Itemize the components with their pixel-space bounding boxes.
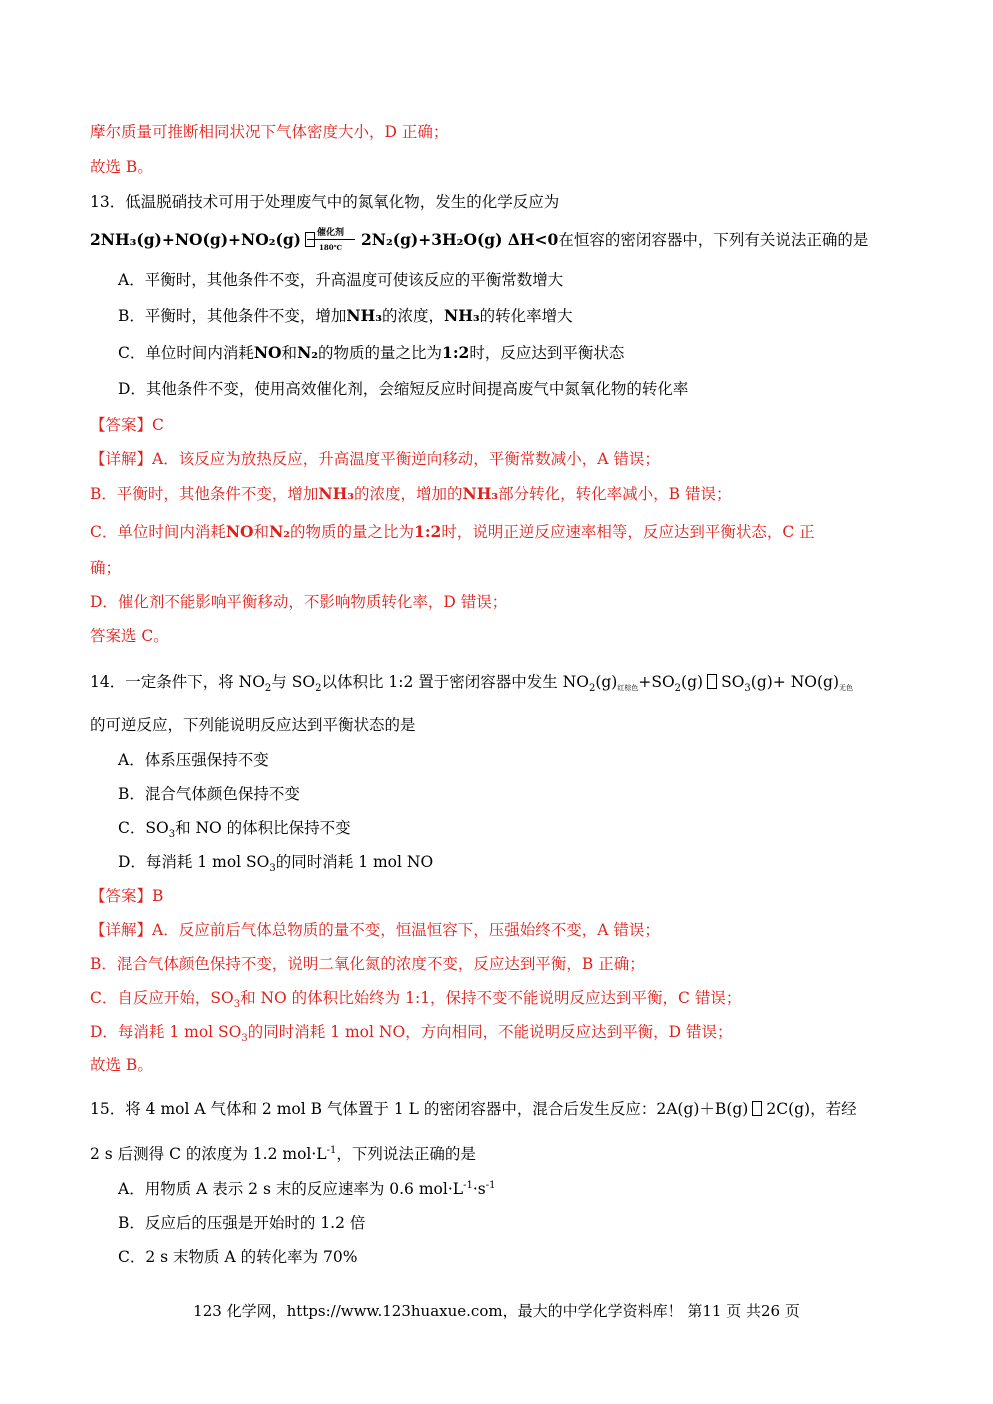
question-15-stem xyxy=(90,1097,857,1119)
subscript: 2 xyxy=(588,683,596,695)
stem-text: ，下列说法正确的是 xyxy=(336,1145,476,1163)
chem-formula: NO xyxy=(225,522,254,541)
stem-text: 2C(g)，若经 xyxy=(766,1100,857,1118)
chem-formula: N₂ xyxy=(297,343,319,362)
superscript: -1 xyxy=(485,1179,496,1191)
answer-line xyxy=(90,413,164,435)
option-b: B．反应后的压强是开始时的 1.2 倍 xyxy=(118,1214,366,1232)
explanation-text: C．单位时间内消耗 xyxy=(90,523,226,541)
stem-text: SO xyxy=(721,673,745,691)
question-15-stem-cont xyxy=(90,1142,476,1164)
explanation-c-cont: 确； xyxy=(90,559,122,577)
explanation-text: 和 xyxy=(253,523,270,541)
subscript: 3 xyxy=(168,829,176,841)
explanation-text: 时，说明正逆反应速率相等，反应达到平衡状态，C 正 xyxy=(441,523,815,541)
explanation-a xyxy=(90,918,660,940)
stem-text: 2 s 后测得 C 的浓度为 1.2 mol·L xyxy=(90,1145,327,1163)
explanation-b: B．混合气体颜色保持不变，说明二氧化氮的浓度不变，反应达到平衡，B 正确； xyxy=(90,955,645,973)
subscript: 3 xyxy=(233,999,241,1011)
option-c: C．2 s 末物质 A 的转化率为 70% xyxy=(118,1248,358,1266)
explanation-text: 的物质的量之比为 xyxy=(290,523,415,541)
explanation-text: C．自反应开始，SO xyxy=(90,989,234,1007)
option-text: D．每消耗 1 mol SO xyxy=(118,853,270,871)
option-text: A．用物质 A 表示 2 s 末的反应速率为 0.6 mol·L xyxy=(118,1180,464,1198)
equilibrium-arrow-icon xyxy=(707,674,717,689)
chem-formula: N₂ xyxy=(269,522,291,541)
explanation-tag: 【详解】 xyxy=(90,450,153,468)
explanation-text: D．每消耗 1 mol SO xyxy=(90,1023,242,1041)
superscript: -1 xyxy=(326,1144,337,1156)
stem-text: +SO xyxy=(638,673,675,691)
option-text: 的转化率增大 xyxy=(479,307,573,325)
subscript: 2 xyxy=(264,683,272,695)
chem-formula: NH₃ xyxy=(318,484,355,503)
explanation-a xyxy=(90,447,660,469)
equation-tail: 在恒容的密闭容器中，下列有关说法正确的是 xyxy=(558,231,869,249)
explanation-end: 故选 B。 xyxy=(90,1056,153,1074)
option-b: B．混合气体颜色保持不变 xyxy=(118,785,300,803)
text-line: 故选 B。 xyxy=(90,158,153,176)
stem-text: 与 SO xyxy=(271,673,316,691)
chem-formula: NH₃ xyxy=(462,484,499,503)
question-13-equation xyxy=(90,228,868,251)
answer-value: B xyxy=(152,887,164,905)
chem-formula: NO xyxy=(253,343,282,362)
option-text: 和 xyxy=(281,344,298,362)
option-d: D．其他条件不变，使用高效催化剂，会缩短反应时间提高废气中氮氧化物的转化率 xyxy=(118,380,689,398)
explanation-c xyxy=(90,520,815,542)
ratio: 1:2 xyxy=(442,343,470,362)
explanation-text: 的同时消耗 1 mol NO，方向相同，不能说明反应达到平衡，D 错误； xyxy=(247,1023,733,1041)
option-text: 和 NO 的体积比保持不变 xyxy=(175,819,351,837)
explanation-tag: 【详解】 xyxy=(90,921,153,939)
answer-value: C xyxy=(152,416,164,434)
color-note: 红棕色 xyxy=(617,684,639,692)
answer-tag: 【答案】 xyxy=(90,887,153,905)
explanation-text: A．反应前后气体总物质的量不变，恒温恒容下，压强始终不变，A 错误； xyxy=(152,921,660,939)
stem-text: (g) xyxy=(595,673,618,691)
question-14-stem xyxy=(90,670,853,694)
option-text: 的同时消耗 1 mol NO xyxy=(275,853,434,871)
option-a: A．平衡时，其他条件不变，升高温度可使该反应的平衡常数增大 xyxy=(118,271,564,289)
explanation-b xyxy=(90,482,731,504)
explanation-text: 的浓度，增加的 xyxy=(354,485,463,503)
explanation-c xyxy=(90,986,741,1010)
option-c xyxy=(118,341,624,363)
option-a: A．体系压强保持不变 xyxy=(118,751,269,769)
stem-text: 15．将 4 mol A 气体和 2 mol B 气体置于 1 L 的密闭容器中，混合后发生反应：2A(g)＋B(g) xyxy=(90,1100,749,1118)
equation-right: 2N₂(g)+3H₂O(g) ΔH<0 xyxy=(361,230,559,249)
text-line: 摩尔质量可推断相同状况下气体密度大小，D 正确； xyxy=(90,123,449,141)
stem-text: 以体积比 1:2 置于密闭容器中发生 NO xyxy=(321,673,589,691)
subscript: 2 xyxy=(315,683,322,695)
stem-text: (g) xyxy=(681,673,704,691)
stem-text: 14．一定条件下，将 NO xyxy=(90,673,265,691)
color-note: 无色 xyxy=(839,684,853,692)
explanation-d: D．催化剂不能影响平衡移动，不影响物质转化率，D 错误； xyxy=(90,593,508,611)
option-text: 的浓度， xyxy=(382,307,445,325)
equilibrium-arrow-icon xyxy=(752,1101,762,1116)
subscript: 2 xyxy=(674,683,682,695)
option-c xyxy=(118,816,351,840)
option-text: ·s xyxy=(472,1180,486,1198)
question-14-stem-cont: 的可逆反应，下列能说明反应达到平衡状态的是 xyxy=(90,716,416,734)
page-footer: 123 化学网，https://www.123huaxue.com，最大的中学化学资料库！ 第11 页 共26 页 xyxy=(193,1302,800,1320)
explanation-text: 和 NO 的体积比始终为 1:1，保持不变不能说明反应达到平衡，C 错误； xyxy=(240,989,742,1007)
subscript: 3 xyxy=(241,1033,248,1045)
explanation-text: A．该反应为放热反应，升高温度平衡逆向移动，平衡常数减小，A 错误； xyxy=(152,450,660,468)
answer-line xyxy=(90,884,163,906)
reaction-arrow-icon xyxy=(307,239,355,240)
question-13-stem: 13．低温脱硝技术可用于处理废气中的氮氧化物，发生的化学反应为 xyxy=(90,193,560,211)
stem-text: (g)+ NO(g) xyxy=(750,673,839,691)
temperature-label: 180℃ xyxy=(319,243,343,252)
option-a xyxy=(118,1177,495,1199)
chem-formula: NH₃ xyxy=(444,306,480,325)
explanation-end: 答案选 C。 xyxy=(90,627,169,645)
explanation-text: 部分转化，转化率减小，B 错误； xyxy=(498,485,732,503)
option-text: 时，反应达到平衡状态 xyxy=(469,344,625,362)
chem-formula: NH₃ xyxy=(346,306,383,325)
option-text: 的物质的量之比为 xyxy=(318,344,443,362)
option-text: C．SO xyxy=(118,819,169,837)
option-d xyxy=(118,850,433,874)
answer-tag: 【答案】 xyxy=(90,416,153,434)
subscript: 3 xyxy=(744,683,751,695)
option-b xyxy=(118,304,573,326)
option-text: C．单位时间内消耗 xyxy=(118,344,254,362)
catalyst-label: 催化剂 xyxy=(317,228,345,238)
subscript: 3 xyxy=(269,863,276,875)
option-text: B．平衡时，其他条件不变，增加 xyxy=(118,307,347,325)
explanation-text: B．平衡时，其他条件不变，增加 xyxy=(90,485,319,503)
explanation-d xyxy=(90,1020,733,1044)
equation-left: 2NH₃(g)+NO(g)+NO₂(g) xyxy=(90,230,302,249)
superscript: -1 xyxy=(463,1179,473,1191)
reaction-condition xyxy=(305,229,357,251)
ratio: 1:2 xyxy=(414,522,442,541)
